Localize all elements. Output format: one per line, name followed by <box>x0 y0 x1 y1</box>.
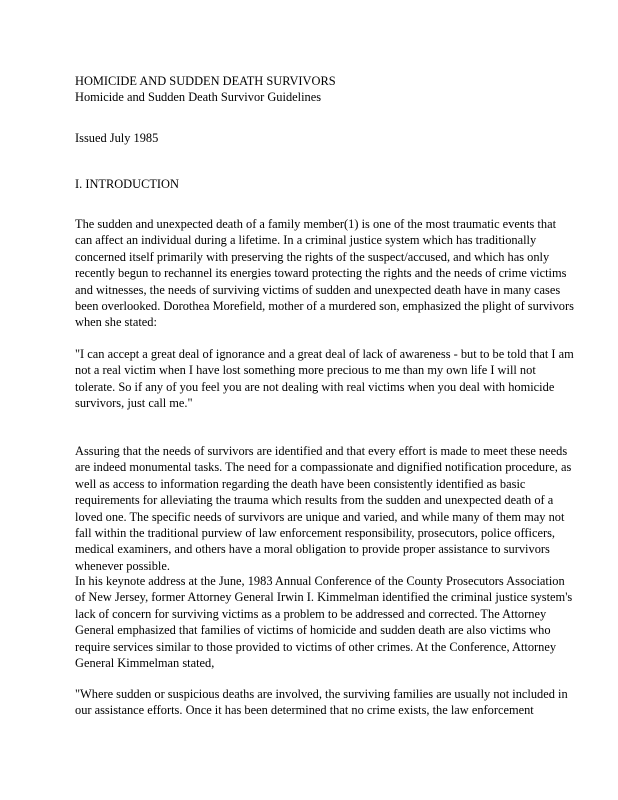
paragraph-needs: Assuring that the needs of survivors are identified and that every effort is made to meet these needs are indeed monumental tasks. The need for a compassionate and dignified notification procedure, as well as access to information regarding the death have been consistently identified as basic requirements for alleviating the trauma which results from the sudden and unexpected death of a loved one. The specific needs of survivors are unique and varied, and while many of them may not fall within the traditional purview of law enforcement responsibility, prosecutors, police officers, medical examiners, and others have a moral obligation to provide proper assistance to survivors whenever possible. <box>75 444 572 573</box>
document-subtitle: Homicide and Sudden Death Survivor Guidelines <box>75 90 322 104</box>
document-title: HOMICIDE AND SUDDEN DEATH SURVIVORS <box>75 74 336 88</box>
quote-morefield: "I can accept a great deal of ignorance and a great deal of lack of awareness - but to be told that I am not a real victim when I have lost something more precious to me than my own life I will not tolerate. So if any of you feel you are not dealing with real victims when you deal with homicide survivors, just call me." <box>75 347 574 411</box>
paragraph-intro: The sudden and unexpected death of a family member(1) is one of the most traumatic events that can affect an individual during a lifetime. In a criminal justice system which has traditionally concerned itself primarily with preserving the rights of the suspect/accused, and which has only recently begun to rechannel its energies toward protecting the rights and the needs of crime victims and witnesses, the needs of surviving victims of sudden and unexpected death have in many cases been overlooked. Dorothea Morefield, mother of a murdered son, emphasized the plight of survivors when she stated: <box>75 217 574 330</box>
paragraph-keynote: In his keynote address at the June, 1983 Annual Conference of the County Prosecutors Association of New Jersey, former Attorney General Irwin I. Kimmelman identified the criminal justice system's lack of concern for surviving victims as a problem to be addressed and corrected. The Attorney General emphasized that families of victims of homicide and sudden death are also victims who require services similar to those provided to victims of other crimes. At the Conference, Attorney General Kimmelman stated, <box>75 574 573 671</box>
section-heading: I. INTRODUCTION <box>75 177 179 191</box>
issued-date: Issued July 1985 <box>75 131 159 145</box>
quote-kimmelman: "Where sudden or suspicious deaths are involved, the surviving families are usually not included in our assistance efforts. Once it has been determined that no crime exists, the law enforcement <box>75 687 568 718</box>
